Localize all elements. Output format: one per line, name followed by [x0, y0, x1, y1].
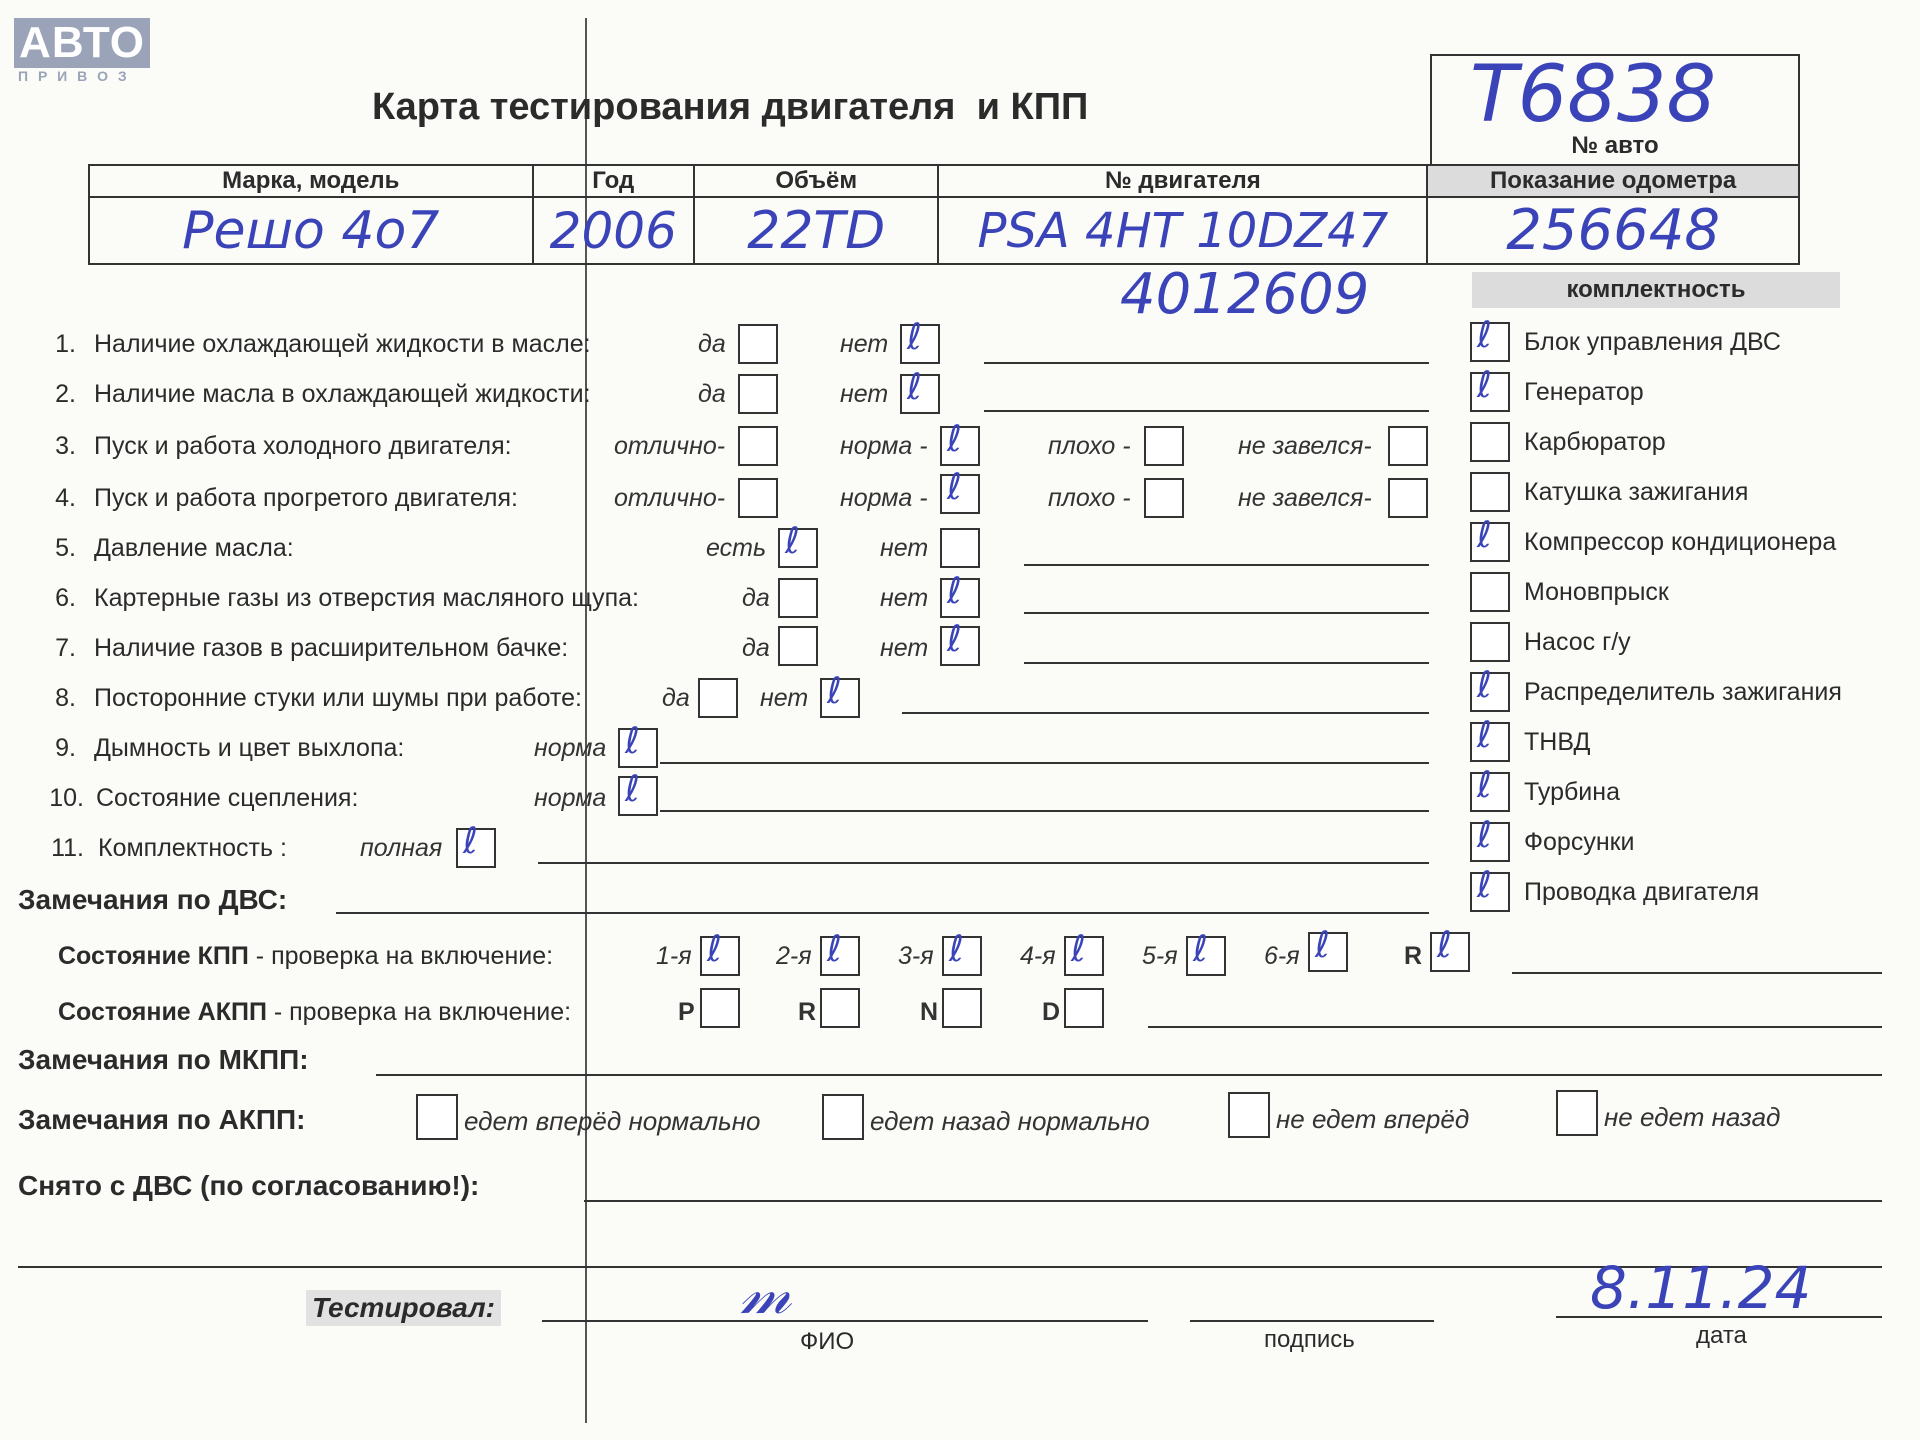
row-number: 1. [55, 330, 76, 358]
opt-checkbox[interactable] [738, 324, 778, 364]
opt-checkbox[interactable]: ℓ [900, 324, 940, 364]
tested-label: Тестировал: [306, 1290, 501, 1326]
row-number: 10. [49, 784, 84, 812]
opt-label: нет [760, 684, 809, 712]
logo [14, 18, 150, 68]
opt-checkbox[interactable] [1388, 478, 1428, 518]
opt-label: нет [880, 584, 929, 612]
col-odometer: Показание одометра [1427, 165, 1799, 197]
akpp-option-checkbox[interactable] [1228, 1092, 1270, 1138]
row-line [984, 362, 1429, 364]
row-number: 7. [55, 634, 76, 662]
row-text: Дымность и цвет выхлопа: [94, 734, 405, 762]
completeness-title: комплектность [1472, 272, 1840, 308]
car-number-value: T6838 [1470, 50, 1717, 140]
akpp-line[interactable] [1148, 1026, 1882, 1028]
year-value-cell [533, 197, 695, 264]
akpp-gear-label: P [678, 998, 695, 1026]
row-text: Наличие масла в охлаждающей жидкости: [94, 380, 591, 408]
opt-label: норма [534, 734, 607, 762]
row-number: 2. [55, 380, 76, 408]
akpp-gear-label: R [798, 998, 817, 1026]
row-line [1024, 612, 1429, 614]
gear-label: 2-я [776, 942, 812, 970]
opt-label: нет [840, 380, 889, 408]
akpp-gear-label: D [1042, 998, 1061, 1026]
opt-checkbox[interactable] [778, 626, 818, 666]
akpp-gear-checkbox[interactable] [820, 988, 860, 1028]
fio-signature: 𝓂 [740, 1258, 791, 1328]
opt-checkbox[interactable]: ℓ [456, 828, 496, 868]
gear-label: 5-я [1142, 942, 1178, 970]
comp-checkbox[interactable] [1470, 622, 1510, 662]
opt-label: нет [840, 330, 889, 358]
comp-checkbox[interactable]: ℓ [1470, 672, 1510, 712]
remarks-mkpp-line[interactable] [376, 1074, 1882, 1076]
opt-checkbox[interactable] [1388, 426, 1428, 466]
opt-label: отлично- [614, 484, 726, 512]
removed-label: Снято с ДВС (по согласованию!): [18, 1170, 480, 1201]
opt-checkbox[interactable]: ℓ [820, 678, 860, 718]
col-volume: Объём [694, 165, 938, 197]
kpp-label-bold: Состояние КПП [58, 942, 249, 970]
gear-checkbox[interactable]: ℓ [1430, 932, 1470, 972]
comp-label: Турбина [1524, 778, 1620, 806]
remarks-dvs-label: Замечания по ДВС: [18, 884, 288, 915]
row-text: Состояние сцепления: [96, 784, 359, 812]
opt-label: полная [360, 834, 443, 862]
opt-checkbox[interactable]: ℓ [940, 578, 980, 618]
kpp-label-rest: - проверка на включение: [248, 942, 554, 970]
opt-checkbox[interactable] [698, 678, 738, 718]
comp-label: Проводка двигателя [1524, 878, 1760, 906]
engine-value-cell [938, 197, 1427, 264]
opt-label: нет [880, 534, 929, 562]
row-line [660, 762, 1429, 764]
odometer-value-cell [1427, 197, 1799, 264]
opt-checkbox[interactable] [738, 478, 778, 518]
gear-checkbox[interactable]: ℓ [1186, 936, 1226, 976]
date-label: дата [1696, 1322, 1747, 1349]
row-line [902, 712, 1429, 714]
kpp-line[interactable] [1512, 972, 1882, 974]
row-line [660, 810, 1429, 812]
sign-label: подпись [1264, 1326, 1355, 1353]
opt-label: да [662, 684, 690, 712]
date-value: 8.11.24 [1590, 1254, 1812, 1322]
col-brand: Марка, модель [89, 165, 533, 197]
row-text: Пуск и работа холодного двигателя: [94, 432, 512, 460]
comp-checkbox[interactable] [1470, 572, 1510, 612]
row-number: 5. [55, 534, 76, 562]
gear-checkbox[interactable]: ℓ [700, 936, 740, 976]
gear-label: 1-я [656, 942, 692, 970]
opt-checkbox[interactable]: ℓ [900, 374, 940, 414]
akpp-gear-checkbox[interactable] [700, 988, 740, 1028]
engine-value: PSA 4HT 10DZ47 [977, 202, 1389, 259]
comp-checkbox[interactable] [1470, 422, 1510, 462]
akpp-option-label: не едет вперёд [1276, 1104, 1470, 1134]
comp-label: Форсунки [1524, 828, 1635, 856]
opt-checkbox[interactable]: ℓ [940, 626, 980, 666]
opt-checkbox[interactable]: ℓ [618, 776, 658, 816]
opt-label: не завелся- [1238, 432, 1372, 460]
akpp-gear-checkbox[interactable] [942, 988, 982, 1028]
row-text: Давление масла: [94, 534, 294, 562]
row-line [1024, 564, 1429, 566]
opt-checkbox[interactable] [1144, 426, 1184, 466]
akpp-option-checkbox[interactable] [416, 1094, 458, 1140]
year-value: 2006 [549, 201, 677, 260]
sign-line[interactable] [1190, 1320, 1434, 1322]
comp-label: Карбюратор [1524, 428, 1666, 456]
opt-checkbox[interactable]: ℓ [940, 474, 980, 514]
akpp-option-checkbox[interactable] [1556, 1090, 1598, 1136]
comp-checkbox[interactable]: ℓ [1470, 372, 1510, 412]
comp-label: Генератор [1524, 378, 1644, 406]
opt-checkbox[interactable] [778, 578, 818, 618]
akpp-gear-label: N [920, 998, 939, 1026]
page-title: Карта тестирования двигателя и КПП [372, 86, 1089, 128]
row-number: 6. [55, 584, 76, 612]
gear-label: 4-я [1020, 942, 1056, 970]
logo-main: АВТО [19, 18, 145, 67]
opt-label: есть [706, 534, 767, 562]
gear-checkbox[interactable]: ℓ [942, 936, 982, 976]
opt-label: да [698, 330, 726, 358]
opt-checkbox[interactable] [1144, 478, 1184, 518]
logo-sub: П Р И В О З [18, 68, 130, 84]
row-text: Наличие охлаждающей жидкости в масле: [94, 330, 591, 358]
col-year: Год [533, 165, 695, 197]
opt-label: да [742, 634, 770, 662]
fio-line[interactable] [542, 1320, 1148, 1322]
akpp-option-label: едет вперёд нормально [464, 1106, 761, 1136]
opt-checkbox[interactable]: ℓ [940, 426, 980, 466]
akpp-gear-checkbox[interactable] [1064, 988, 1104, 1028]
row-text: Посторонние стуки или шумы при работе: [94, 684, 582, 712]
removed-line[interactable] [584, 1200, 1882, 1202]
col-engine-no: № двигателя [938, 165, 1427, 197]
kpp-label [58, 942, 553, 971]
odometer-value: 256648 [1506, 198, 1721, 263]
opt-label: норма [534, 784, 607, 812]
akpp-label-bold: Состояние АКПП [58, 998, 267, 1026]
opt-checkbox[interactable]: ℓ [618, 728, 658, 768]
comp-checkbox[interactable]: ℓ [1470, 772, 1510, 812]
row-number: 9. [55, 734, 76, 762]
remarks-akpp-label: Замечания по АКПП: [18, 1104, 306, 1135]
row-line [1024, 662, 1429, 664]
opt-checkbox[interactable] [738, 374, 778, 414]
akpp-option-checkbox[interactable] [822, 1094, 864, 1140]
row-text: Комплектность : [98, 834, 287, 862]
row-number: 8. [55, 684, 76, 712]
comp-checkbox[interactable]: ℓ [1470, 522, 1510, 562]
comp-label: Компрессор кондиционера [1524, 528, 1837, 556]
akpp-option-label: едет назад нормально [870, 1106, 1150, 1136]
akpp-option-label: не едет назад [1604, 1102, 1781, 1132]
row-number: 3. [55, 432, 76, 460]
comp-label: Насос г/у [1524, 628, 1631, 656]
brand-value: Peшo 4o7 [182, 200, 440, 261]
comp-checkbox[interactable]: ℓ [1470, 872, 1510, 912]
comp-label: Моновпрыск [1524, 578, 1669, 606]
comp-label: Распределитель зажигания [1524, 678, 1842, 706]
gear-checkbox[interactable]: ℓ [1064, 936, 1104, 976]
opt-label: плохо - [1048, 432, 1131, 460]
opt-label: норма - [840, 432, 928, 460]
brand-value-cell [89, 197, 533, 264]
comp-checkbox[interactable] [1470, 472, 1510, 512]
row-text: Картерные газы из отверстия масляного щупа: [94, 584, 639, 612]
remarks-dvs-line[interactable] [336, 912, 1429, 914]
opt-label: нет [880, 634, 929, 662]
comp-checkbox[interactable]: ℓ [1470, 722, 1510, 762]
opt-label: плохо - [1048, 484, 1131, 512]
opt-label: да [742, 584, 770, 612]
row-text: Наличие газов в расширительном бачке: [94, 634, 569, 662]
volume-value: 22TD [747, 200, 886, 261]
gear-label: 6-я [1264, 942, 1300, 970]
gear-label: R [1404, 942, 1423, 970]
comp-label: Катушка зажигания [1524, 478, 1749, 506]
row-line [538, 862, 1429, 864]
akpp-label [58, 998, 571, 1027]
engine-no-extra: 4012609 [1120, 262, 1370, 327]
comp-label: Блок управления ДВС [1524, 328, 1781, 356]
gear-checkbox[interactable]: ℓ [1308, 932, 1348, 972]
row-number: 11. [51, 834, 84, 862]
opt-label: норма - [840, 484, 928, 512]
opt-checkbox[interactable]: ℓ [778, 528, 818, 568]
fio-label: ФИО [800, 1328, 855, 1355]
opt-label: да [698, 380, 726, 408]
row-number: 4. [55, 484, 76, 512]
volume-value-cell [694, 197, 938, 264]
akpp-label-rest: - проверка на включение: [266, 998, 572, 1026]
opt-label: отлично- [614, 432, 726, 460]
row-line [984, 410, 1429, 412]
opt-checkbox[interactable] [738, 426, 778, 466]
remarks-mkpp-label: Замечания по МКПП: [18, 1044, 309, 1075]
gear-label: 3-я [898, 942, 934, 970]
opt-checkbox[interactable] [940, 528, 980, 568]
comp-checkbox[interactable]: ℓ [1470, 322, 1510, 362]
car-number-label: № авто [1571, 132, 1659, 159]
header-table [88, 164, 1800, 265]
row-text: Пуск и работа прогретого двигателя: [94, 484, 518, 512]
opt-label: не завелся- [1238, 484, 1372, 512]
gear-checkbox[interactable]: ℓ [820, 936, 860, 976]
comp-label: ТНВД [1524, 728, 1591, 756]
comp-checkbox[interactable]: ℓ [1470, 822, 1510, 862]
